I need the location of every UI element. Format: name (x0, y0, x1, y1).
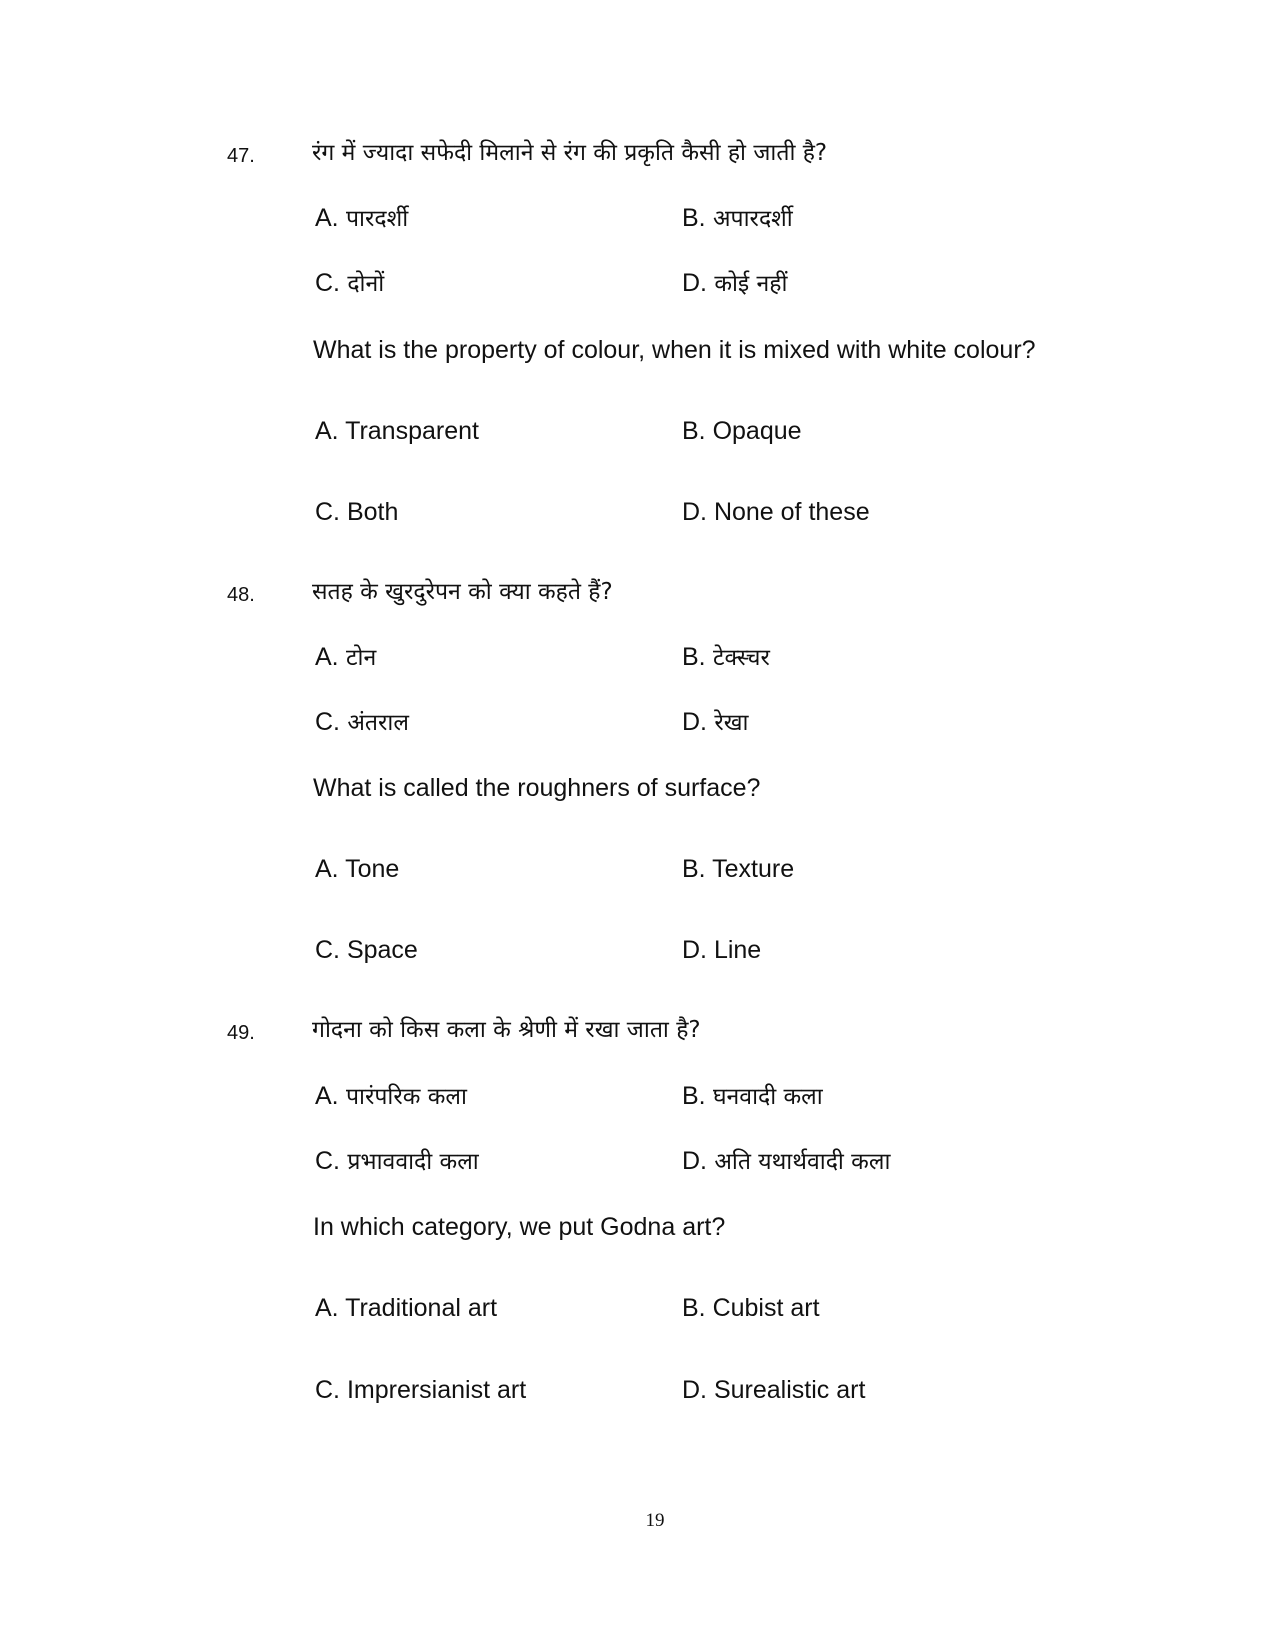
english-option-a: A. Tone (315, 855, 400, 883)
english-option-d: D. Surealistic art (682, 1376, 866, 1404)
english-option-a: A. Transparent (315, 417, 479, 445)
question-number: 47. (227, 145, 255, 167)
english-option-c: C. Space (315, 936, 418, 964)
hindi-option-a: A. पारंपरिक कला (315, 1082, 467, 1110)
english-option-c: C. Imprersianist art (315, 1376, 527, 1404)
english-question: What is the property of colour, when it is mixed with white colour? (313, 336, 1036, 364)
hindi-option-a: A. टोन (315, 643, 377, 671)
hindi-option-a: A. पारदर्शी (315, 204, 409, 232)
english-option-a: A. Traditional art (315, 1294, 498, 1322)
hindi-question: सतह के खुरदुरेपन को क्या कहते हैं? (312, 579, 613, 605)
hindi-option-c: C. प्रभाववादी कला (315, 1147, 479, 1175)
english-option-d: D. None of these (682, 498, 870, 526)
hindi-option-d: D. अति यथार्थवादी कला (682, 1147, 891, 1175)
question-number: 49. (227, 1022, 255, 1044)
page-number: 19 (645, 1510, 665, 1531)
hindi-option-d: D. रेखा (682, 708, 749, 736)
question-number: 48. (227, 584, 255, 606)
english-question: In which category, we put Godna art? (313, 1213, 726, 1241)
english-question: What is called the roughners of surface? (313, 774, 761, 802)
hindi-question: रंग में ज्यादा सफेदी मिलाने से रंग की प्रकृति कैसी हो जाती है? (312, 140, 828, 166)
english-option-b: B. Opaque (682, 417, 802, 445)
english-option-d: D. Line (682, 936, 762, 964)
hindi-option-c: C. दोनों (315, 269, 385, 297)
hindi-option-c: C. अंतराल (315, 708, 409, 736)
hindi-option-d: D. कोई नहीं (682, 269, 788, 297)
hindi-option-b: B. अपारदर्शी (682, 204, 793, 232)
hindi-question: गोदना को किस कला के श्रेणी में रखा जाता है? (312, 1017, 701, 1043)
english-option-b: B. Texture (682, 855, 795, 883)
hindi-option-b: B. घनवादी कला (682, 1082, 823, 1110)
english-option-c: C. Both (315, 498, 399, 526)
hindi-option-b: B. टेक्स्चर (682, 643, 770, 671)
english-option-b: B. Cubist art (682, 1294, 820, 1322)
